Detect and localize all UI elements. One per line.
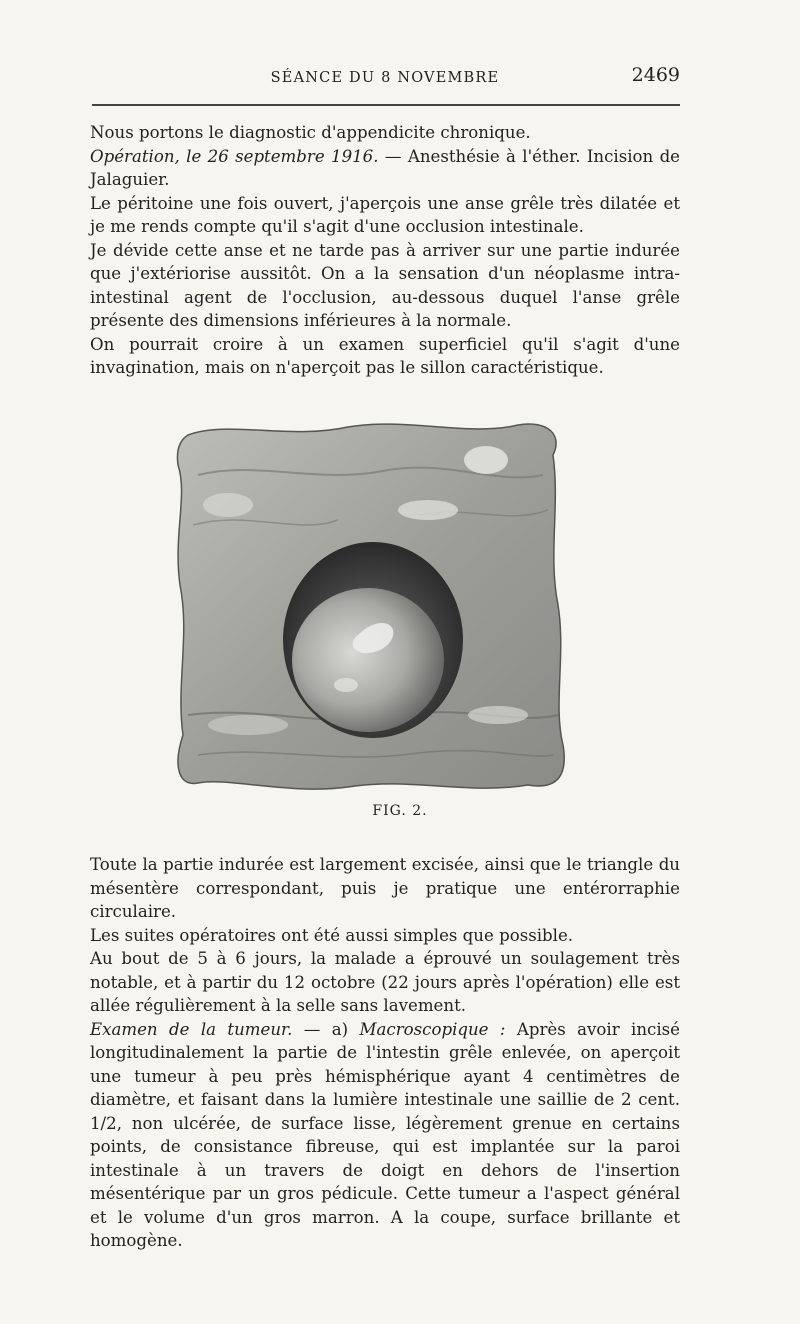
exam-label: Examen de la tumeur. <box>90 1019 293 1039</box>
paragraph-diagnosis-text: Nous portons le diagnostic d'appendicite chronique. <box>90 123 531 142</box>
header-rule <box>92 104 680 106</box>
paragraph-bout <box>90 947 680 1018</box>
paragraph-examen <box>90 1018 680 1253</box>
paragraph-excision-text: Toute la partie indurée est largement excisée, ainsi que le triangle du mésentère correspondant, puis je pratique une entérorraphie circulaire. <box>90 855 680 921</box>
paragraph-peritoine <box>90 192 680 239</box>
paragraph-invagination <box>90 333 680 380</box>
operation-label: Opération, le 26 septembre 1916. <box>90 146 379 166</box>
exam-dash: — a) <box>303 1019 349 1039</box>
bottom-text-block <box>90 853 680 1253</box>
paragraph-suites <box>90 924 680 948</box>
paragraph-operation-text: — Anesthésie à l'éther. Incision de Jalaguier. <box>90 146 681 189</box>
paragraph-examen-text: Après avoir incisé longitudinalement la partie de l'intestin grêle enlevée, on aperçoit une tumeur à peu près hémisphérique ayant 4 centimètres de diamètre, et faisant dans la lumière intestinale une saillie de 2 cent. 1/2, non ulcérée, de surface lisse, légèrement grenue en certains points, de consistance fibreuse, qui est implantée sur la paroi intestinale à un travers de doigt en dehors de l'insertion mésentérique par un gros pédicule. Cette tumeur a l'aspect général et le volume d'un gros marron. A la coupe, surface brillante et homogène. <box>90 1019 680 1250</box>
paragraph-peritoine-text: Le péritoine une fois ouvert, j'aperçois une anse grêle très dilatée et je me rends compte qu'il s'agit d'une occlusion intestinale. <box>90 193 680 236</box>
running-title: SÉANCE DU 8 NOVEMBRE <box>270 70 500 86</box>
tumor-mass <box>292 588 444 732</box>
running-head <box>90 64 680 90</box>
paragraph-suites-text: Les suites opératoires ont été aussi simples que possible. <box>90 925 574 945</box>
top-text-block <box>90 121 680 380</box>
figure-caption: FIG. 2. <box>372 803 428 819</box>
paragraph-operation <box>90 145 680 192</box>
page-number: 2469 <box>631 64 680 86</box>
paragraph-devide <box>90 239 680 333</box>
paragraph-devide-text: Je dévide cette anse et ne tarde pas à arriver sur une partie indurée que j'extériorise aussitôt. On a la sensation d'un néoplasme intra-intestinal agent de l'occlusion, au-dessous duquel l'anse grêle présente des dimensions inférieures à la normale. <box>90 240 680 330</box>
figure-illustration <box>168 415 593 795</box>
paragraph-invagination-text: On pourrait croire à un examen superficiel qu'il s'agit d'une invagination, mais on n'aperçoit pas le sillon caractéristique. <box>90 334 680 377</box>
paragraph-excision <box>90 853 680 924</box>
macro-label: Macroscopique : <box>359 1019 506 1039</box>
paragraph-diagnosis <box>90 121 680 145</box>
paragraph-bout-text: Au bout de 5 à 6 jours, la malade a éprouvé un soulagement très notable, et à partir du 12 octobre (22 jours après l'opération) elle est allée régulièrement à la selle sans lavement. <box>90 949 680 1015</box>
tumor-illustration <box>168 415 593 795</box>
